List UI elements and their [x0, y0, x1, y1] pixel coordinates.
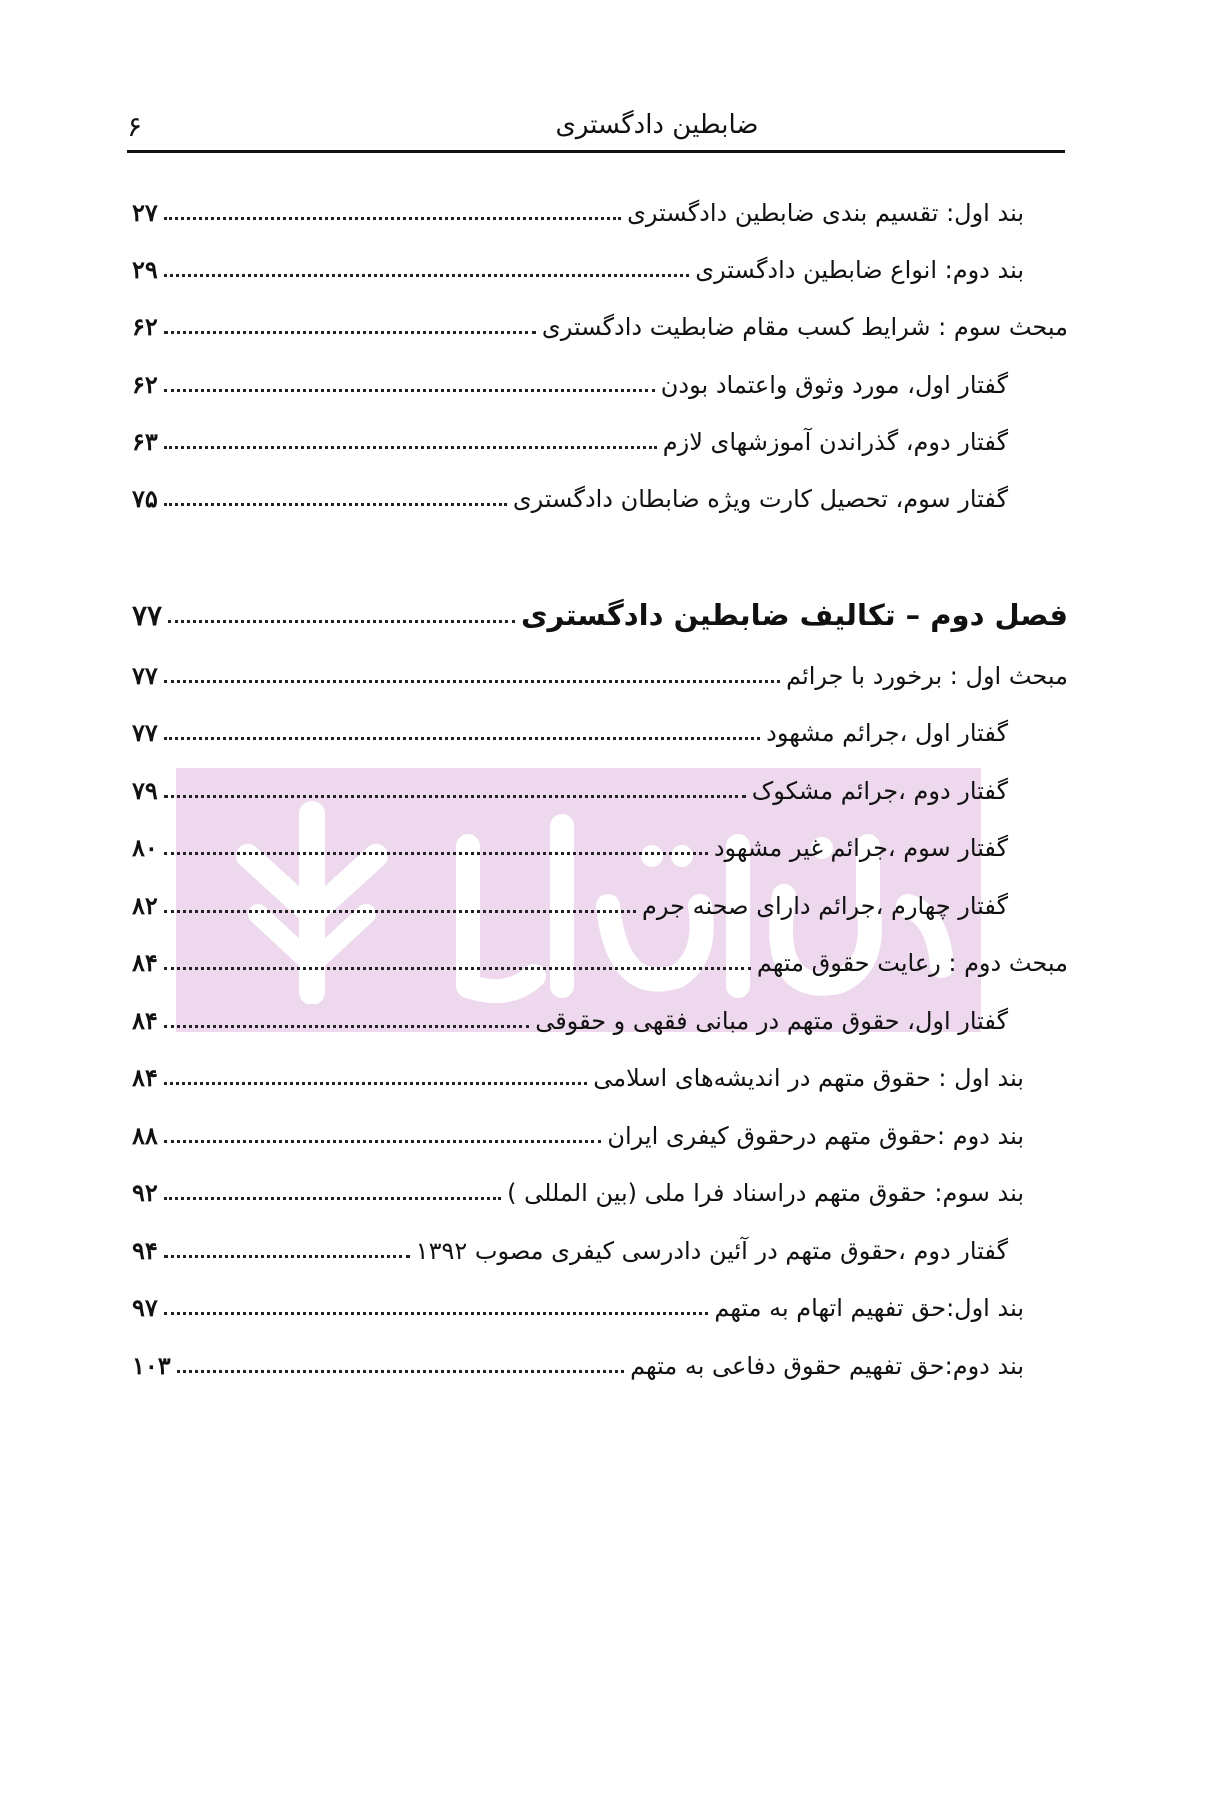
toc-page-number: ۶۳	[132, 427, 158, 456]
toc-entry-title: گفتار دوم، گذراندن آموزشهای لازم	[662, 428, 1008, 456]
toc-page-number: ۶۲	[132, 370, 158, 399]
page-number: ۶	[127, 110, 143, 143]
toc-page-number: ۲۷	[132, 198, 158, 227]
dot-leader	[164, 1082, 587, 1085]
dot-leader	[168, 620, 515, 623]
toc-entry	[132, 469, 1068, 517]
toc-entry	[132, 1278, 1068, 1326]
toc-entry	[132, 1106, 1068, 1154]
toc-page-number: ۹۲	[132, 1178, 158, 1207]
dot-leader	[164, 1197, 501, 1200]
dot-leader	[164, 910, 636, 913]
toc-page-number: ۸۴	[132, 1006, 158, 1035]
toc-entry-title: گفتار دوم ،جرائم مشکوک	[751, 777, 1008, 805]
dot-leader	[164, 503, 507, 506]
toc-entry-title: گفتار سوم ،جرائم غیر مشهود	[713, 834, 1008, 862]
toc-entry	[132, 1336, 1068, 1384]
toc-page-number: ۸۰	[132, 833, 158, 862]
toc-entry-title: بند سوم: حقوق متهم دراسناد فرا ملی (بین المللی )	[507, 1179, 1024, 1207]
dot-leader	[164, 331, 536, 334]
dot-leader	[177, 1370, 624, 1373]
toc-entry-title: گفتار چهارم ،جرائم دارای صحنه جرم	[642, 892, 1008, 920]
toc-page-number: ۷۵	[132, 484, 158, 513]
toc-page-number: ۸۲	[132, 891, 158, 920]
dot-leader	[164, 446, 657, 449]
toc-entry	[132, 818, 1068, 866]
toc-entry-title: بند دوم:حق تفهیم حقوق دفاعی به متهم	[630, 1352, 1024, 1380]
toc-page-number: ۶۲	[132, 312, 158, 341]
toc-entry-title: گفتار اول ،جرائم مشهود	[766, 719, 1008, 747]
toc-page-number: ۷۷	[132, 718, 158, 747]
dot-leader	[164, 1312, 709, 1315]
toc-page-number: ۹۴	[132, 1236, 158, 1265]
toc-entry-title: بند اول: تقسیم بندی ضابطین دادگستری	[627, 199, 1024, 227]
header-rule	[127, 150, 1065, 153]
toc-page-number: ۸۴	[132, 948, 158, 977]
toc-entry	[132, 412, 1068, 460]
toc-entry	[132, 297, 1068, 345]
toc-entry-title: گفتار دوم ،حقوق متهم در آئین دادرسی کیفری مصوب ۱۳۹۲	[415, 1237, 1008, 1265]
toc-entry-title: فصل دوم – تکالیف ضابطین دادگستری	[520, 598, 1068, 632]
dot-leader	[164, 1140, 602, 1143]
toc-page-number: ۱۰۳	[132, 1351, 171, 1380]
dot-leader	[164, 737, 760, 740]
toc-entry-title: مبحث اول : برخورد با جرائم	[786, 662, 1068, 690]
toc-page-number: ۷۹	[132, 776, 158, 805]
toc-entry	[132, 933, 1068, 981]
dot-leader	[164, 680, 780, 683]
toc-entry	[132, 991, 1068, 1039]
dot-leader	[164, 389, 655, 392]
toc-entry-title: گفتار اول، مورد وثوق واعتماد بودن	[660, 371, 1008, 399]
running-title: ضابطین دادگستری	[555, 110, 759, 140]
toc-entry-title: گفتار اول، حقوق متهم در مبانی فقهی و حقوقی	[535, 1007, 1008, 1035]
toc-entry-title: بند اول:حق تفهیم اتهام به متهم	[714, 1294, 1024, 1322]
toc-entry-title: بند اول : حقوق متهم در اندیشه‌های اسلامی	[593, 1064, 1024, 1092]
dot-leader	[164, 274, 690, 277]
toc-page-number: ۸۴	[132, 1063, 158, 1092]
toc-entry-title: مبحث سوم : شرایط کسب مقام ضابطیت دادگستری	[541, 313, 1068, 341]
dot-leader	[164, 852, 708, 855]
dot-leader	[164, 1255, 410, 1258]
toc-entry	[132, 355, 1068, 403]
page-header	[127, 92, 1065, 152]
toc-entry	[132, 703, 1068, 751]
dot-leader	[164, 217, 621, 220]
toc-entry-title: مبحث دوم : رعایت حقوق متهم	[756, 949, 1068, 977]
toc-page-number: ۷۷	[132, 661, 158, 690]
toc-page-number: ۸۸	[132, 1121, 158, 1150]
toc-entry-title: گفتار سوم، تحصیل کارت ویژه ضابطان دادگستری	[512, 485, 1008, 513]
toc-entry	[132, 183, 1068, 231]
toc-entry	[132, 1163, 1068, 1211]
toc-entry-title: بند دوم :حقوق متهم درحقوق کیفری ایران	[607, 1122, 1024, 1150]
toc-entry	[132, 240, 1068, 288]
toc-entry	[132, 1048, 1068, 1096]
dot-leader	[164, 795, 746, 798]
toc-page-number: ۹۷	[132, 1293, 158, 1322]
toc-entry	[132, 646, 1068, 694]
toc-entry	[132, 761, 1068, 809]
toc-page-number: ۷۷	[132, 599, 163, 632]
toc-chapter-heading	[132, 588, 1068, 636]
toc-entry	[132, 1221, 1068, 1269]
toc-entry-title: بند دوم: انواع ضابطین دادگستری	[695, 256, 1024, 284]
dot-leader	[164, 967, 751, 970]
dot-leader	[164, 1025, 529, 1028]
toc-page-number: ۲۹	[132, 255, 158, 284]
toc-entry	[132, 876, 1068, 924]
